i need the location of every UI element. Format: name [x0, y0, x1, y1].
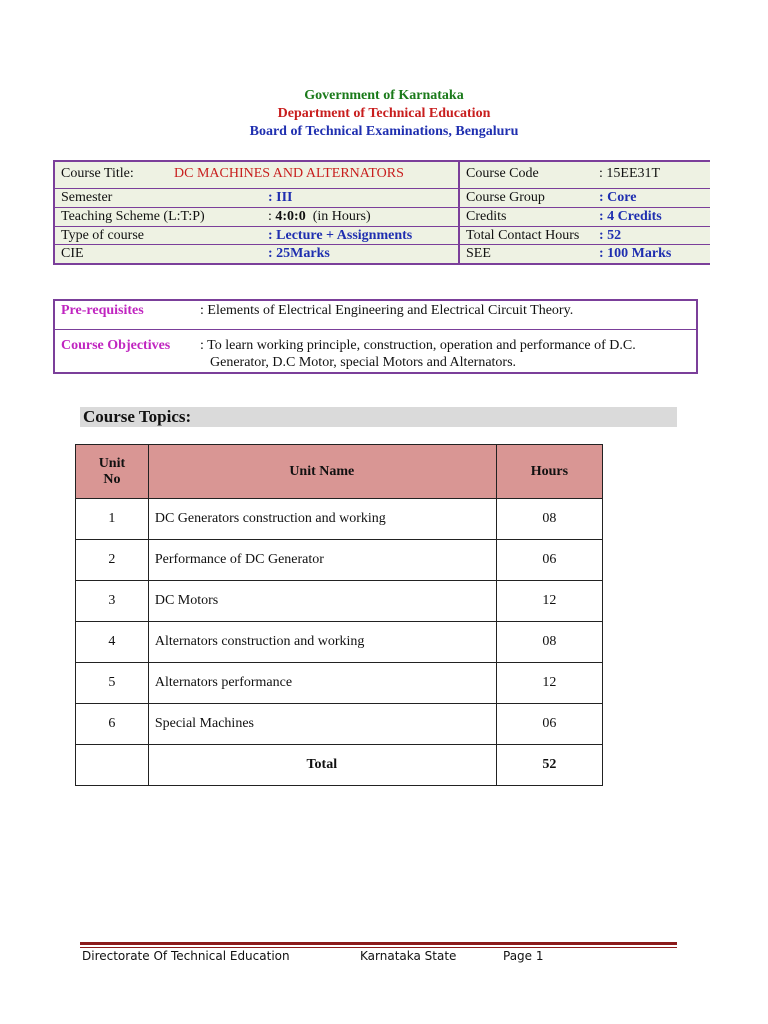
course-title-row [55, 162, 458, 189]
teaching-prefix: : [268, 209, 276, 224]
see-value: : 100 Marks [599, 246, 672, 261]
type-label: Type of course [61, 228, 144, 243]
table-row [76, 540, 603, 581]
cie-row [55, 245, 458, 263]
credits-row [460, 208, 710, 227]
teaching-suffix: (in Hours) [305, 209, 371, 224]
total-label: Total [148, 745, 496, 786]
group-value: : Core [599, 190, 637, 205]
course-topics-title: Course Topics: [83, 407, 192, 426]
total-row [76, 745, 603, 786]
semester-row [55, 189, 458, 208]
unit-no-header [76, 445, 149, 499]
objectives-line2: Generator, D.C Motor, special Motors and Alternators. [210, 355, 517, 370]
header-department: Department of Technical Education [277, 106, 491, 121]
teaching-row [55, 208, 458, 227]
footer-page-number: Page 1 [503, 949, 544, 963]
table-row [76, 581, 603, 622]
semester-label: Semester [61, 190, 113, 205]
document-header [0, 87, 768, 141]
see-row [460, 245, 710, 263]
footer-rule-thin [80, 947, 677, 948]
prereq-divider [55, 329, 696, 330]
unit-hours: 12 [496, 581, 602, 622]
course-topics-bar [80, 407, 677, 427]
total-empty-cell [76, 745, 149, 786]
unit-name: DC Motors [148, 581, 496, 622]
prerequisites-box [53, 299, 698, 374]
units-table [75, 444, 603, 786]
unit-name-header: Unit Name [148, 445, 496, 499]
unit-no: 2 [76, 540, 149, 581]
cie-label: CIE [61, 246, 84, 261]
footer-rule-thick [80, 942, 677, 945]
teaching-value [268, 209, 371, 225]
semester-value: : III [268, 190, 293, 205]
see-label: SEE [466, 246, 491, 261]
unit-no: 6 [76, 704, 149, 745]
unit-no: 5 [76, 663, 149, 704]
units-header-row [76, 445, 603, 499]
hours-header: Hours [496, 445, 602, 499]
unit-no: 4 [76, 622, 149, 663]
table-row [76, 622, 603, 663]
group-row [460, 189, 710, 208]
total-hours: 52 [496, 745, 602, 786]
unit-no-header-line1: Unit [98, 455, 126, 471]
unit-name: Special Machines [148, 704, 496, 745]
cie-value: : 25Marks [268, 246, 330, 261]
teaching-label: Teaching Scheme (L:T:P) [61, 209, 205, 224]
footer-state: Karnataka State [360, 949, 457, 963]
unit-hours: 08 [496, 622, 602, 663]
table-row [76, 499, 603, 540]
group-label: Course Group [466, 190, 545, 205]
course-info-table [53, 160, 710, 265]
type-row [55, 227, 458, 245]
credits-value: : 4 Credits [599, 209, 662, 224]
course-title-label: Course Title: [61, 166, 134, 181]
header-government: Government of Karnataka [304, 88, 464, 103]
type-value: : Lecture + Assignments [268, 228, 413, 243]
unit-name: Alternators construction and working [148, 622, 496, 663]
unit-name: Performance of DC Generator [148, 540, 496, 581]
contact-value: : 52 [599, 228, 622, 243]
unit-no: 1 [76, 499, 149, 540]
objectives-line1: : To learn working principle, construction, operation and performance of D.C. [200, 338, 636, 353]
contact-label: Total Contact Hours [466, 228, 580, 243]
course-info-left [55, 162, 458, 263]
unit-hours: 06 [496, 704, 602, 745]
teaching-ratio: 4:0:0 [275, 209, 306, 224]
course-info-right [458, 162, 710, 263]
unit-name: DC Generators construction and working [148, 499, 496, 540]
unit-no-header-line2: No [103, 471, 121, 487]
table-row [76, 663, 603, 704]
table-row [76, 704, 603, 745]
unit-no: 3 [76, 581, 149, 622]
course-title-value: DC MACHINES AND ALTERNATORS [174, 166, 404, 181]
code-label: Course Code [466, 166, 539, 181]
prereq-label: Pre-requisites [61, 303, 144, 318]
code-row [460, 162, 710, 189]
objectives-label: Course Objectives [61, 338, 171, 353]
unit-hours: 08 [496, 499, 602, 540]
contact-row [460, 227, 710, 245]
credits-label: Credits [466, 209, 507, 224]
unit-name: Alternators performance [148, 663, 496, 704]
header-board: Board of Technical Examinations, Bengaluru [249, 124, 519, 139]
unit-hours: 12 [496, 663, 602, 704]
footer-directorate: Directorate Of Technical Education [82, 949, 290, 963]
prereq-text: : Elements of Electrical Engineering and Electrical Circuit Theory. [200, 303, 574, 318]
unit-hours: 06 [496, 540, 602, 581]
code-value: : 15EE31T [599, 166, 661, 181]
